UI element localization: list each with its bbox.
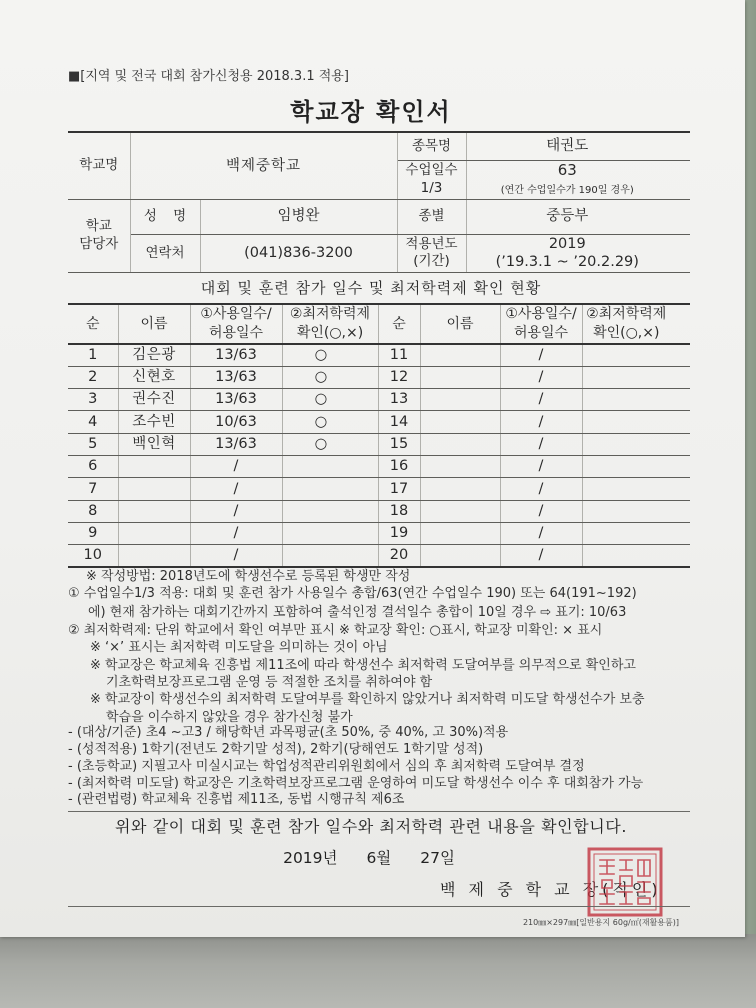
left-days-used: / xyxy=(190,545,282,567)
right-row-number: 12 xyxy=(378,366,420,388)
sport-value: 태권도 xyxy=(466,132,690,160)
header-name-left: 이름 xyxy=(118,304,190,344)
note-line: - (초등학교) 지필고사 미실시교는 학업성적관리위원회에서 심의 후 최저학력 도달여부 결정 xyxy=(68,759,585,774)
left-days-used: / xyxy=(190,455,282,477)
right-min-academic-check xyxy=(582,366,690,388)
right-min-academic-check xyxy=(582,545,690,567)
contact-value: (041)836-3200 xyxy=(200,234,397,272)
table-row xyxy=(68,500,690,522)
year-label-period: (기간) xyxy=(413,253,450,270)
school-name-value: 백제중학교 xyxy=(130,132,397,199)
note-line: 기초학력보장프로그램 운영 등 적절한 조치를 취하여야 함 xyxy=(106,675,433,690)
right-min-academic-check xyxy=(582,344,690,366)
right-days-used: / xyxy=(500,433,582,455)
document-title: 학교장 확인서 xyxy=(290,98,452,126)
class-days-label: 수업일수 xyxy=(405,162,458,179)
manager-name-row xyxy=(68,199,690,234)
left-days-used: 13/63 xyxy=(190,389,282,411)
school-info-table xyxy=(68,131,690,305)
left-min-academic-check xyxy=(282,455,378,477)
right-row-number: 14 xyxy=(378,411,420,433)
left-row-number: 3 xyxy=(68,389,118,411)
paper-spec: 210㎜×297㎜[일반용지 60g/㎡(재활용품)] xyxy=(522,918,679,927)
table-row xyxy=(68,522,690,544)
left-row-number: 9 xyxy=(68,522,118,544)
date-year: 2019년 xyxy=(283,849,338,867)
school-name-label: 학교명 xyxy=(68,132,130,199)
right-days-used: / xyxy=(500,455,582,477)
table-row xyxy=(68,545,690,567)
right-student-name xyxy=(420,411,500,433)
left-min-academic-check xyxy=(282,478,378,500)
division-value: 중등부 xyxy=(466,199,690,234)
header-check-line1: ②최저학력제 xyxy=(289,306,371,323)
class-days-ratio: 1/3 xyxy=(420,179,443,196)
contact-label: 연락처 xyxy=(130,234,200,272)
left-days-used: / xyxy=(190,500,282,522)
header-check-left xyxy=(282,304,378,344)
note-line: ① 수업일수1/3 적용: 대회 및 훈련 참가 사용일수 총합/63(연간 수업일수 190) 또는 64(191~192) xyxy=(68,586,637,601)
left-student-name: 백인혁 xyxy=(118,433,190,455)
class-days-value: 63 xyxy=(557,160,577,179)
left-min-academic-check: ○ xyxy=(282,389,378,411)
right-days-used: / xyxy=(500,344,582,366)
right-student-name xyxy=(420,522,500,544)
right-days-used: / xyxy=(500,366,582,388)
manager-label-cell xyxy=(68,199,130,272)
note-line: ② 최저학력제: 단위 학교에서 확인 여부만 표시 ※ 학교장 확인: ○표시, 학교장 미확인: × 표시 xyxy=(68,623,603,638)
right-student-name xyxy=(420,478,500,500)
official-seal xyxy=(586,846,664,918)
left-min-academic-check: ○ xyxy=(282,344,378,366)
note-line: 에) 현재 참가하는 대회기간까지 포함하여 출석인정 결석일수 총합이 10일 경우 ⇨ 표기: 10/63 xyxy=(88,605,627,620)
left-min-academic-check xyxy=(282,545,378,567)
confirmation-statement: 위와 같이 대회 및 훈련 참가 일수와 최저학력 관련 내용을 확인합니다. xyxy=(114,817,628,836)
table-row xyxy=(68,411,690,433)
left-row-number: 10 xyxy=(68,545,118,567)
right-min-academic-check xyxy=(582,478,690,500)
right-days-used: / xyxy=(500,500,582,522)
right-student-name xyxy=(420,433,500,455)
left-row-number: 5 xyxy=(68,433,118,455)
right-row-number: 13 xyxy=(378,389,420,411)
header-check-right xyxy=(582,304,690,344)
header-days-left xyxy=(190,304,282,344)
note-line: ※ 작성방법: 2018년도에 학생선수로 등록된 학생만 작성 xyxy=(86,569,411,584)
participation-rows xyxy=(68,344,690,567)
date-day: 27일 xyxy=(420,849,455,867)
right-student-name xyxy=(420,389,500,411)
left-row-number: 6 xyxy=(68,455,118,477)
left-min-academic-check xyxy=(282,500,378,522)
note-line: - (대상/기준) 초4 ~고3 / 해당학년 과목평균(초 50%, 중 40%, 고 30%)적용 xyxy=(68,725,509,740)
manager-label-line2: 담당자 xyxy=(79,235,119,252)
left-student-name xyxy=(118,455,190,477)
left-days-used: / xyxy=(190,478,282,500)
left-days-used: 13/63 xyxy=(190,366,282,388)
right-row-number: 17 xyxy=(378,478,420,500)
right-row-number: 19 xyxy=(378,522,420,544)
right-days-used: / xyxy=(500,411,582,433)
left-days-used: 13/63 xyxy=(190,344,282,366)
period-value: (’19.3.1 ~ ’20.2.29) xyxy=(495,254,639,271)
left-student-name: 조수빈 xyxy=(118,411,190,433)
right-row-number: 15 xyxy=(378,433,420,455)
year-value-cell xyxy=(466,234,690,272)
header-check-line1: ②최저학력제 xyxy=(586,306,667,323)
manager-name-value: 임병완 xyxy=(200,199,397,234)
manager-name-label: 성 명 xyxy=(130,199,200,234)
left-student-name xyxy=(118,522,190,544)
header-days-line2: 허용일수 xyxy=(208,325,264,341)
participation-table xyxy=(68,303,690,568)
manager-label-line1: 학교 xyxy=(85,218,112,235)
right-min-academic-check xyxy=(582,389,690,411)
table-row xyxy=(68,344,690,366)
right-days-used: / xyxy=(500,478,582,500)
left-min-academic-check: ○ xyxy=(282,411,378,433)
right-student-name xyxy=(420,455,500,477)
right-student-name xyxy=(420,545,500,567)
header-days-line2: 허용일수 xyxy=(513,325,569,341)
header-no-left: 순 xyxy=(68,304,118,344)
right-student-name xyxy=(420,344,500,366)
right-days-used: / xyxy=(500,389,582,411)
header-no-right: 순 xyxy=(378,304,420,344)
header-check-line2: 확인(○,×) xyxy=(296,325,364,341)
principal-signature-line: 백 제 중 학 교 장(직인) xyxy=(440,880,662,899)
left-min-academic-check: ○ xyxy=(282,433,378,455)
right-days-used: / xyxy=(500,522,582,544)
table-row xyxy=(68,478,690,500)
left-student-name: 김은광 xyxy=(118,344,190,366)
header-days-line1: ①사용일수/ xyxy=(505,306,577,323)
note-line: - (성적적용) 1학기(전년도 2학기말 성적), 2학기(당해연도 1학기말 성적) xyxy=(68,742,484,757)
left-days-used: 10/63 xyxy=(190,411,282,433)
right-row-number: 16 xyxy=(378,455,420,477)
date-month: 6월 xyxy=(366,849,392,867)
class-days-label-cell xyxy=(397,160,466,199)
left-student-name: 권수진 xyxy=(118,389,190,411)
left-student-name xyxy=(118,545,190,567)
left-days-used: 13/63 xyxy=(190,433,282,455)
right-row-number: 18 xyxy=(378,500,420,522)
right-min-academic-check xyxy=(582,455,690,477)
form-usage-note: ■[지역 및 전국 대회 참가신청용 2018.3.1 적용] xyxy=(68,69,349,84)
note-line: - (최저학력 미도달) 학교장은 기초학력보장프로그램 운영하여 미도달 학생선수 이수 후 대회참가 가능 xyxy=(68,776,644,791)
right-min-academic-check xyxy=(582,411,690,433)
right-student-name xyxy=(420,500,500,522)
table-row xyxy=(68,389,690,411)
contact-row xyxy=(68,234,690,272)
division-label: 종별 xyxy=(397,199,466,234)
section-title: 대회 및 훈련 참가 일수 및 최저학력제 확인 현황 xyxy=(68,272,690,305)
class-days-note: (연간 수업일수가 190일 경우) xyxy=(500,185,634,197)
header-check-line2: 확인(○,×) xyxy=(593,325,660,341)
left-min-academic-check xyxy=(282,522,378,544)
table-header-row xyxy=(68,304,690,344)
sport-label: 종목명 xyxy=(397,132,466,160)
note-line: ※ 학교장이 학생선수의 최저학력 도달여부를 확인하지 않았거나 최저학력 미도달 학생선수가 보충 xyxy=(90,692,645,707)
year-label: 적용년도 xyxy=(405,235,458,252)
right-days-used: / xyxy=(500,545,582,567)
year-value: 2019 xyxy=(548,235,586,252)
right-min-academic-check xyxy=(582,522,690,544)
year-label-cell xyxy=(397,234,466,272)
note-line: ※ 학교장은 학교체육 진흥법 제11조에 따라 학생선수 최저학력 도달여부를 의무적으로 확인하고 xyxy=(90,658,636,673)
school-row xyxy=(68,132,690,160)
note-line: - (관련법령) 학교체육 진흥법 제11조, 동법 시행규칙 제6조 xyxy=(68,792,405,807)
right-student-name xyxy=(420,366,500,388)
left-row-number: 8 xyxy=(68,500,118,522)
header-days-line1: ①사용일수/ xyxy=(200,306,272,323)
right-min-academic-check xyxy=(582,500,690,522)
note-line: ※ ‘×’ 표시는 최저학력 미도달을 의미하는 것이 아님 xyxy=(90,640,388,655)
left-row-number: 7 xyxy=(68,478,118,500)
table-row xyxy=(68,455,690,477)
left-student-name xyxy=(118,500,190,522)
header-name-right: 이름 xyxy=(420,304,500,344)
right-row-number: 20 xyxy=(378,545,420,567)
section-title-row xyxy=(68,272,690,305)
note-line: 학습을 이수하지 않았을 경우 참가신청 불가 xyxy=(106,710,353,725)
class-days-value-cell xyxy=(466,160,690,199)
header-days-right xyxy=(500,304,582,344)
left-row-number: 2 xyxy=(68,366,118,388)
background-floor xyxy=(0,934,756,1008)
left-student-name: 신현호 xyxy=(118,366,190,388)
left-row-number: 4 xyxy=(68,411,118,433)
left-days-used: / xyxy=(190,522,282,544)
table-row xyxy=(68,433,690,455)
divider xyxy=(68,906,690,907)
divider xyxy=(68,811,690,812)
left-min-academic-check: ○ xyxy=(282,366,378,388)
table-row xyxy=(68,366,690,388)
right-min-academic-check xyxy=(582,433,690,455)
left-student-name xyxy=(118,478,190,500)
left-row-number: 1 xyxy=(68,344,118,366)
right-row-number: 11 xyxy=(378,344,420,366)
